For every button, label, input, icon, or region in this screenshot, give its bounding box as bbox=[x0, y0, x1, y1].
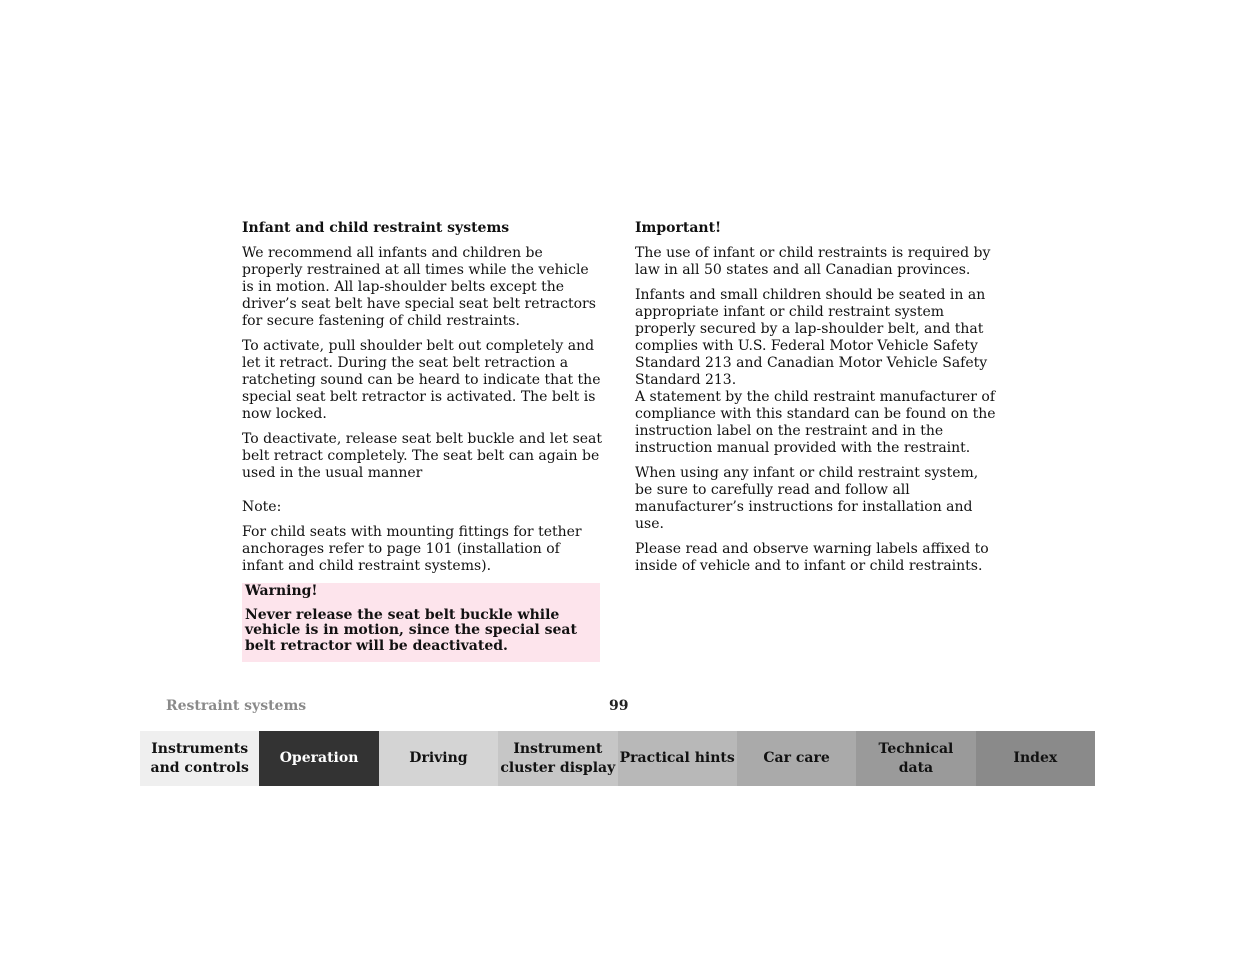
note-text: For child seats with mounting fittings for tether anchorages refer to page 101 (installation of infant and child restraint systems). bbox=[242, 524, 582, 574]
paragraph-law: The use of infant or child restraints is required by law in all 50 states and all Canadian provinces. bbox=[635, 245, 991, 278]
warning-text: Never release the seat belt buckle while vehicle is in motion, since the special seat belt retractor will be deactivated. bbox=[245, 606, 577, 654]
page-number: 99 bbox=[609, 698, 629, 714]
chapter-nav-bar bbox=[140, 731, 1095, 786]
nav-tab-practical-hints[interactable]: Practical hints bbox=[618, 731, 737, 786]
nav-tab-driving[interactable]: Driving bbox=[379, 731, 498, 786]
paragraph-recommend: We recommend all infants and children be properly restrained at all times while the vehicle is in motion. All lap-shoulder belts except the driver’s seat belt have special seat belt retractors for secure fastening of child restraints. bbox=[242, 245, 596, 329]
paragraph-using: When using any infant or child restraint system, be sure to carefully read and follow all manufacturer’s instructions for installation and use. bbox=[635, 465, 979, 532]
section-heading: Infant and child restraint systems bbox=[242, 220, 510, 236]
paragraph-infants bbox=[635, 287, 997, 457]
note-label: Note: bbox=[242, 499, 282, 515]
nav-tab-technical-data[interactable]: Technical data bbox=[856, 731, 975, 786]
nav-tab-car-care[interactable]: Car care bbox=[737, 731, 856, 786]
paragraph-labels: Please read and observe warning labels affixed to inside of vehicle and to infant or child restraints. bbox=[635, 541, 989, 574]
warning-title: Warning! bbox=[245, 583, 318, 599]
footer-section-title: Restraint systems bbox=[166, 698, 307, 714]
left-column bbox=[242, 220, 602, 583]
paragraph-deactivate: To deactivate, release seat belt buckle and let seat belt retract completely. The seat belt can again be used in the usual manner bbox=[242, 431, 603, 481]
paragraph-activate: To activate, pull shoulder belt out completely and let it retract. During the seat belt retraction a ratcheting sound can be heard to indicate that the special seat belt retractor is activated. The belt is now locked. bbox=[242, 338, 601, 422]
nav-tab-instrument-cluster-display[interactable]: Instrument cluster display bbox=[498, 731, 617, 786]
nav-tab-instruments-and-controls[interactable]: Instruments and controls bbox=[140, 731, 259, 786]
nav-tab-index[interactable]: Index bbox=[976, 731, 1095, 786]
warning-box bbox=[242, 583, 600, 662]
nav-tab-operation[interactable]: Operation bbox=[259, 731, 378, 786]
paragraph-infants-statement: A statement by the child restraint manufacturer of compliance with this standard can be found on the instruction label on the restraint and in the instruction manual provided with the restraint. bbox=[635, 389, 996, 456]
important-heading: Important! bbox=[635, 220, 722, 236]
right-column bbox=[635, 220, 997, 583]
paragraph-infants-standard: Infants and small children should be seated in an appropriate infant or child restraint system properly secured by a lap-shoulder belt, and that complies with U.S. Federal Motor Vehicle Safety Standard 213 and Canadian Motor Vehicle Safety Standard 213. bbox=[635, 287, 988, 388]
